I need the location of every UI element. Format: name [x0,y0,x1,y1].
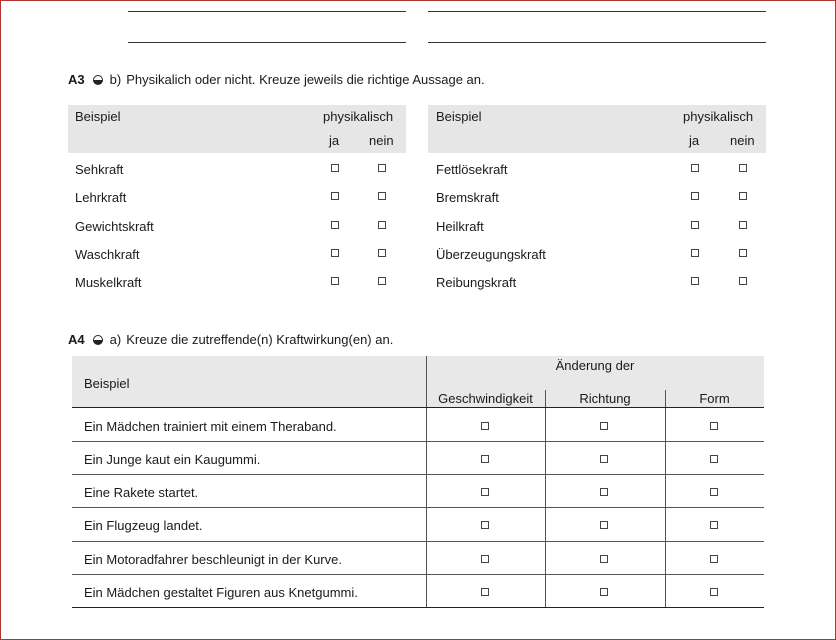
table-bottom [72,607,764,608]
answer-line[interactable] [428,11,766,12]
answer-line[interactable] [128,42,406,43]
column-header-example: Beispiel [84,376,130,391]
task-id: A4 [68,332,85,347]
checkbox-yes[interactable] [691,277,699,285]
column-divider [665,390,666,608]
checkbox-yes[interactable] [331,221,339,229]
force-effect-table [72,356,764,608]
column-header-physical: physikalisch [323,109,394,124]
checkbox-direction[interactable] [600,588,608,596]
row-divider [72,541,764,542]
column-header-speed: Geschwindigkeit [438,391,533,406]
checkbox-direction[interactable] [600,488,608,496]
row-label: Überzeugungskraft [436,247,546,262]
task-instruction: Kreuze die zutreffende(n) Kraftwirkung(en) an. [126,332,394,347]
row-label: Ein Flugzeug landet. [84,518,203,533]
column-divider [545,390,546,608]
row-divider [72,507,764,508]
checkbox-speed[interactable] [481,521,489,529]
checkbox-yes[interactable] [691,221,699,229]
task-id: A3 [68,72,85,87]
answer-line[interactable] [128,11,406,12]
checkbox-direction[interactable] [600,521,608,529]
difficulty-half-circle-icon [93,75,103,85]
column-divider [426,356,427,608]
row-label: Heilkraft [436,219,484,234]
checkbox-direction[interactable] [600,555,608,563]
answer-line[interactable] [428,42,766,43]
checkbox-yes[interactable] [331,192,339,200]
checkbox-no[interactable] [739,192,747,200]
task-instruction: Physikalich oder nicht. Kreuze jeweils die richtige Aussage an. [126,72,485,87]
row-label: Ein Mädchen trainiert mit einem Theraband. [84,419,337,434]
row-label: Lehrkraft [75,190,127,205]
row-divider [72,441,764,442]
column-header-change: Änderung der [555,358,635,373]
checkbox-direction[interactable] [600,422,608,430]
row-label: Ein Junge kaut ein Kaugummi. [84,452,261,467]
checkbox-speed[interactable] [481,488,489,496]
checkbox-direction[interactable] [600,455,608,463]
column-header-direction: Richtung [579,391,631,406]
row-label: Ein Mädchen gestaltet Figuren aus Knetgummi. [84,585,358,600]
row-label: Gewichtskraft [75,219,154,234]
checkbox-shape[interactable] [710,422,718,430]
checkbox-speed[interactable] [481,555,489,563]
task-a3-heading [68,72,485,87]
checkbox-speed[interactable] [481,588,489,596]
checkbox-yes[interactable] [331,277,339,285]
column-header-example: Beispiel [75,109,121,124]
row-label: Sehkraft [75,162,124,177]
column-header-yes: ja [689,133,700,148]
row-label: Bremskraft [436,190,499,205]
checkbox-no[interactable] [378,277,386,285]
checkbox-speed[interactable] [481,422,489,430]
column-header-physical: physikalisch [683,109,754,124]
checkbox-shape[interactable] [710,555,718,563]
checkbox-yes[interactable] [691,192,699,200]
row-label: Waschkraft [75,247,140,262]
checkbox-no[interactable] [739,277,747,285]
physics-table-right [428,105,766,300]
checkbox-shape[interactable] [710,588,718,596]
row-label: Fettlösekraft [436,162,508,177]
column-header-no: nein [730,133,755,148]
checkbox-yes[interactable] [691,249,699,257]
checkbox-yes[interactable] [331,164,339,172]
row-label: Muskelkraft [75,275,142,290]
checkbox-no[interactable] [378,192,386,200]
checkbox-no[interactable] [739,221,747,229]
checkbox-no[interactable] [378,249,386,257]
row-divider [72,574,764,575]
checkbox-shape[interactable] [710,455,718,463]
row-label: Ein Motoradfahrer beschleunigt in der Kurve. [84,552,342,567]
column-header-shape: Form [699,391,730,406]
task-a4-heading [68,332,393,347]
row-label: Reibungskraft [436,275,517,290]
checkbox-yes[interactable] [331,249,339,257]
checkbox-no[interactable] [378,164,386,172]
column-header-yes: ja [329,133,340,148]
checkbox-speed[interactable] [481,455,489,463]
row-divider [72,474,764,475]
checkbox-no[interactable] [739,249,747,257]
header-divider [72,407,764,408]
checkbox-no[interactable] [378,221,386,229]
row-label: Eine Rakete startet. [84,485,199,500]
difficulty-half-circle-icon [93,335,103,345]
task-part: b) [109,72,122,87]
checkbox-shape[interactable] [710,521,718,529]
checkbox-shape[interactable] [710,488,718,496]
column-header-no: nein [369,133,394,148]
physics-table-left [68,105,406,300]
column-header-example: Beispiel [436,109,482,124]
task-part: a) [109,332,122,347]
checkbox-yes[interactable] [691,164,699,172]
checkbox-no[interactable] [739,164,747,172]
